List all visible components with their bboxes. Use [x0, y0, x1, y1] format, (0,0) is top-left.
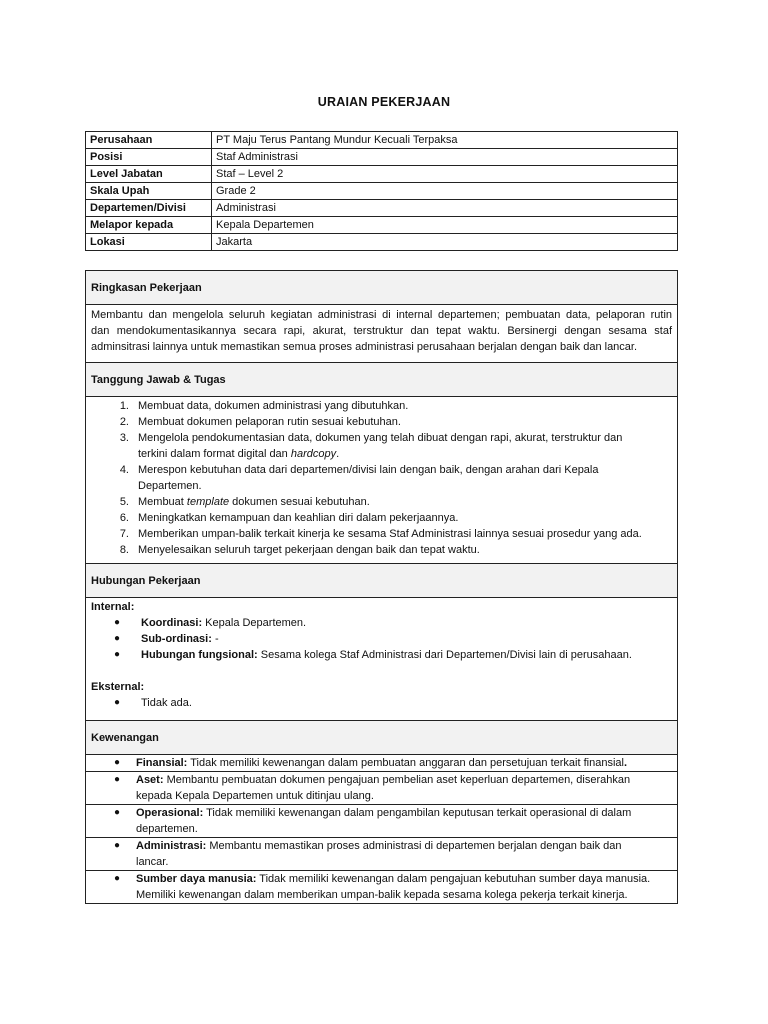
- list-item: [86, 871, 677, 904]
- list-item: [91, 631, 672, 647]
- list-number: 1.: [119, 400, 129, 412]
- list-item: [91, 647, 672, 663]
- info-value: Kepala Departemen: [212, 217, 678, 234]
- list-text: Meningkatkan kemampuan dan keahlian diri dalam pekerjaannya.: [138, 512, 459, 524]
- list-text: [138, 430, 672, 462]
- list-text-part: Membuat: [138, 496, 187, 508]
- section-body-ringkasan: [86, 305, 678, 363]
- section-body-kewenangan: [86, 755, 678, 904]
- list-item: [91, 526, 672, 542]
- item-label: Operasional:: [136, 807, 204, 819]
- list-number: 8.: [119, 544, 129, 556]
- list-item: [86, 805, 677, 838]
- list-item: [86, 772, 677, 805]
- list-text: Memberikan umpan-balik terkait kinerja ke sesama Staf Administrasi lainnya sesuai prosedur yang ada.: [138, 528, 642, 540]
- bullet-icon: ●: [114, 873, 121, 884]
- list-text: [141, 631, 672, 647]
- item-text: lancar.: [136, 856, 169, 868]
- section-body-hubungan: [86, 598, 678, 721]
- list-text: [136, 838, 677, 871]
- info-label: Skala Upah: [86, 183, 212, 200]
- info-value: Jakarta: [212, 234, 678, 251]
- list-text-line: [138, 446, 672, 462]
- summary-line: adminsitrasi lainnya untuk memastikan semua proses administrasi perusahaan berjalan dengan baik dan lancar.: [91, 341, 638, 353]
- job-info-table: [85, 131, 678, 251]
- list-text: Tidak ada.: [141, 697, 192, 709]
- job-description-table: [85, 270, 678, 904]
- item-text: Membantu pembuatan dokumen pengajuan pembelian aset keperluan departemen, diserahkan: [163, 774, 631, 786]
- list-text-part: .: [336, 448, 340, 460]
- bullet-icon: ●: [86, 772, 136, 805]
- info-label: Posisi: [86, 149, 212, 166]
- bullet-icon: ●: [86, 755, 136, 772]
- item-text: Tidak memiliki kewenangan dalam pengambilan keputusan terkait operasional di dalam: [203, 807, 632, 819]
- section-heading-hubungan: Hubungan Pekerjaan: [86, 564, 678, 598]
- list-text-emphasis: hardcopy: [290, 448, 337, 460]
- list-text: [136, 805, 677, 838]
- info-value: PT Maju Terus Pantang Mundur Kecuali Terpaksa: [212, 132, 678, 149]
- list-item: [91, 462, 672, 494]
- info-label: Perusahaan: [86, 132, 212, 149]
- list-text: [141, 615, 672, 631]
- section-heading-kewenangan: Kewenangan: [86, 721, 678, 755]
- list-item: [91, 695, 672, 711]
- list-item: [91, 510, 672, 526]
- list-text: [138, 462, 672, 494]
- item-text: Tidak memiliki kewenangan dalam pembuatan anggaran dan persetujuan terkait finansial: [187, 757, 624, 769]
- info-row-departemen: [86, 200, 678, 217]
- info-label: Departemen/Divisi: [86, 200, 212, 217]
- list-item: [91, 542, 672, 558]
- item-text: Tidak memiliki kewenangan dalam pengajuan kebutuhan sumber daya manusia.: [256, 873, 651, 885]
- summary-line: dan mendokumentasikannya secara rapi, akurat, terstruktur dan tepat waktu. Bersinergi dengan sesama staf: [91, 325, 672, 337]
- list-number: 5.: [119, 496, 129, 508]
- item-label: Finansial:: [136, 757, 188, 769]
- item-text: kepada Kepala Departemen untuk ditinjau ulang.: [136, 790, 374, 802]
- bullet-icon: ●: [114, 697, 121, 708]
- item-label: Sub-ordinasi:: [141, 633, 212, 645]
- list-item: [91, 398, 672, 414]
- info-row-level-jabatan: [86, 166, 678, 183]
- info-row-skala-upah: [86, 183, 678, 200]
- info-value: Staf – Level 2: [212, 166, 678, 183]
- item-label: Hubungan fungsional:: [141, 649, 258, 661]
- list-text-line: Mengelola pendokumentasian data, dokumen yang telah dibuat dengan rapi, akurat, terstruktur dan: [138, 432, 623, 444]
- list-text: Menyelesaikan seluruh target pekerjaan dengan baik dan tepat waktu.: [138, 544, 480, 556]
- list-text: [136, 871, 677, 904]
- bullet-icon: ●: [86, 838, 136, 871]
- list-item: [91, 615, 672, 631]
- list-number: 4.: [119, 464, 129, 476]
- info-value: Administrasi: [212, 200, 678, 217]
- list-item: [91, 414, 672, 430]
- list-text-part: dokumen sesuai kebutuhan.: [229, 496, 370, 508]
- bullet-icon: ●: [114, 633, 121, 644]
- info-row-lokasi: [86, 234, 678, 251]
- list-text: [136, 755, 677, 772]
- list-number: 3.: [119, 432, 129, 444]
- bullet-icon: ●: [114, 617, 121, 628]
- section-body-tugas: [86, 397, 678, 564]
- item-label: Administrasi:: [136, 840, 207, 852]
- list-item: [86, 755, 677, 772]
- item-label: Koordinasi:: [141, 617, 203, 629]
- eksternal-label: Eksternal:: [91, 681, 145, 693]
- list-item: [91, 430, 672, 462]
- item-text: Membantu memastikan proses administrasi di departemen berjalan dengan baik dan: [206, 840, 622, 852]
- item-text: Sesama kolega Staf Administrasi dari Departemen/Divisi lain di perusahaan.: [257, 649, 632, 661]
- summary-line: Membantu dan mengelola seluruh kegiatan administrasi di internal departemen; pembuatan data, pelaporan rutin: [91, 309, 672, 321]
- bullet-icon: ●: [86, 805, 136, 838]
- info-row-perusahaan: [86, 132, 678, 149]
- section-heading-ringkasan: Ringkasan Pekerjaan: [86, 271, 678, 305]
- info-label: Level Jabatan: [86, 166, 212, 183]
- info-label: Melapor kepada: [86, 217, 212, 234]
- item-text: Memiliki kewenangan dalam memberikan umpan-balik kepada sesama kolega pekerja terkait kinerja.: [136, 889, 628, 901]
- list-text: Membuat dokumen pelaporan rutin sesuai kebutuhan.: [138, 416, 401, 428]
- list-number: 2.: [119, 416, 129, 428]
- section-heading-tugas: Tanggung Jawab & Tugas: [86, 363, 678, 397]
- list-text: [138, 494, 672, 510]
- list-text-line: Merespon kebutuhan data dari departemen/divisi lain dengan baik, dengan arahan dari Kepala: [138, 464, 599, 476]
- list-text: [141, 647, 672, 663]
- list-item: [86, 838, 677, 871]
- info-label: Lokasi: [86, 234, 212, 251]
- bullet-icon: ●: [114, 649, 121, 660]
- list-text-line: Departemen.: [138, 480, 202, 492]
- list-text-emphasis: template: [186, 496, 230, 508]
- authority-list: [86, 755, 677, 903]
- info-row-melapor: [86, 217, 678, 234]
- item-label: Sumber daya manusia:: [136, 873, 257, 885]
- page-title: URAIAN PEKERJAAN: [317, 95, 451, 109]
- item-text: -: [211, 633, 219, 645]
- list-item: [91, 494, 672, 510]
- list-text: Membuat data, dokumen administrasi yang dibutuhkan.: [138, 400, 409, 412]
- item-text-tail: .: [623, 757, 628, 769]
- internal-label: Internal:: [91, 601, 135, 613]
- item-text: Kepala Departemen.: [202, 617, 307, 629]
- list-number: 7.: [119, 528, 129, 540]
- list-number: 6.: [119, 512, 129, 524]
- info-value: Grade 2: [212, 183, 678, 200]
- info-value: Staf Administrasi: [212, 149, 678, 166]
- item-text: departemen.: [136, 823, 198, 835]
- list-text-part: terkini dalam format digital dan: [138, 448, 291, 460]
- item-label: Aset:: [136, 774, 164, 786]
- info-row-posisi: [86, 149, 678, 166]
- list-text: [136, 772, 677, 805]
